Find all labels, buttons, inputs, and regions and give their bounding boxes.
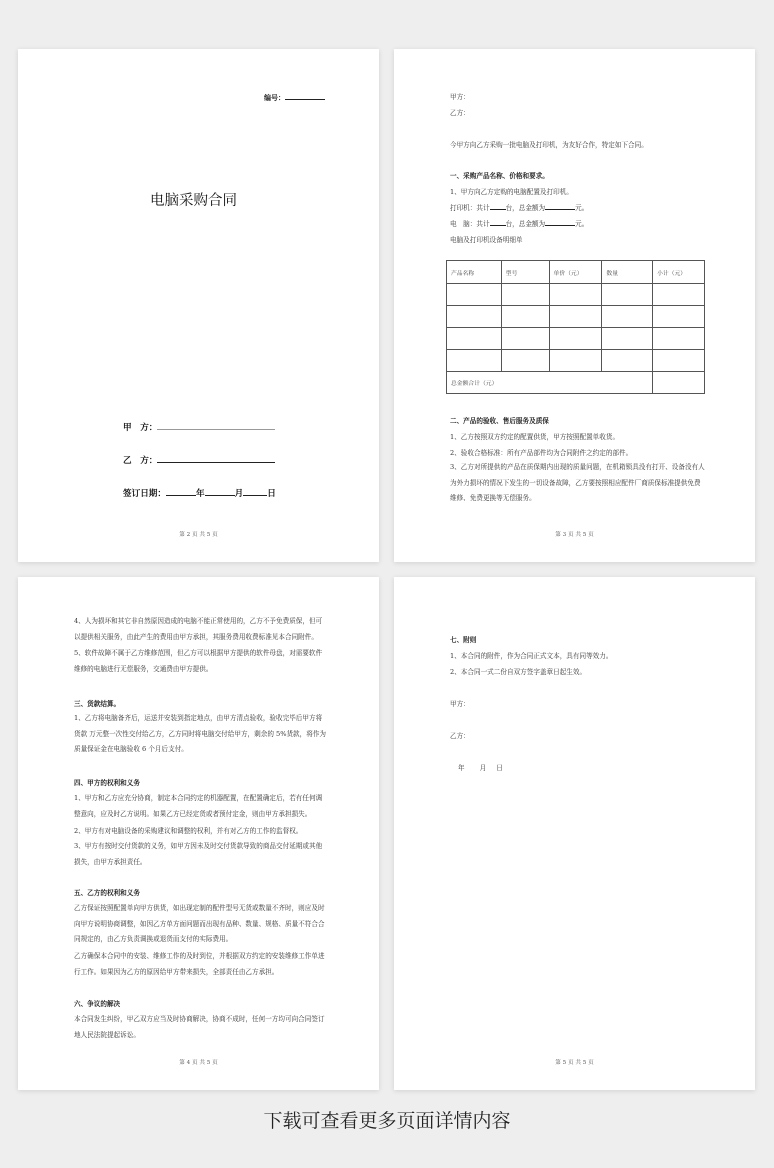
section-2-item-4: 4、人为损坏和其它非自然原因造成的电脑不能正常使用的，乙方不予免费质保，但可以提供相关服务，由此产生的费用由甲方承担，其服务费用收费标准见本合同附件。 <box>74 617 323 641</box>
section-2-item: 2、验收合格标准：所有产品部件均为合同附件之约定的部件。 <box>450 449 633 457</box>
printer-line: 打印机：共计 台，总金额为 元。 <box>450 204 589 212</box>
page-footer: 第 5 页 共 5 页 <box>555 1060 594 1066</box>
party-a-blank <box>157 429 275 430</box>
table-row <box>447 306 705 328</box>
party-b-label: 乙方： <box>450 732 470 740</box>
table-header-cell: 型号 <box>501 261 549 284</box>
table-total-row <box>447 372 705 394</box>
section-3-text: 1、乙方将电脑备齐后，运送并安装到指定地点，由甲方清点验收，验收完毕后甲方将货款 万元整一次性交付给乙方，乙方同时将电脑交付给甲方，剩余的 5%货款，将作为质量保证金在电脑验收 6 个月后支付。 <box>74 714 327 753</box>
section-7-title: 七、附则 <box>450 636 477 644</box>
table-header-row <box>447 261 705 284</box>
party-a-label: 甲方： <box>450 93 470 101</box>
party-b-field: 乙 方： <box>123 454 275 466</box>
section-2-item: 3、乙方对所提供的产品在质保期内出现的质量问题，在机箱锁具没有打开、设备没有人为外力损坏的情况下发生的一切设备故障，乙方要按照相应配件厂商质保标准提供免费维修、免费更换等无偿服务。 <box>450 463 705 502</box>
number-blank <box>285 99 325 100</box>
section-2-title: 二、产品的验收、售后服务及质保 <box>450 417 549 425</box>
page-5 <box>394 577 755 1090</box>
table-row <box>447 350 705 372</box>
contract-number: 编号： <box>264 93 325 103</box>
contract-title: 电脑采购合同 <box>150 193 237 209</box>
page-footer: 第 4 页 共 5 页 <box>179 1060 218 1066</box>
equipment-table <box>446 260 705 394</box>
page-footer: 第 3 页 共 5 页 <box>555 532 594 538</box>
section-1-title: 一、采购产品名称、价格和要求。 <box>450 172 549 180</box>
table-header-cell: 产品名称 <box>447 261 502 284</box>
party-b-label: 乙方： <box>450 109 470 117</box>
party-a-label: 甲方： <box>450 700 470 708</box>
table-row <box>447 328 705 350</box>
computer-line: 电 脑：共计 台，总金额为 元。 <box>450 220 589 228</box>
table-header-cell: 小计（元） <box>653 261 705 284</box>
section-6-text: 本合同发生纠纷，甲乙双方应当及时协商解决，协商不成时，任何一方均可向合同签订地人民法院提起诉讼。 <box>74 1015 325 1039</box>
section-5-item: 乙方确保本合同中的安装、维修工作的及时到位，并根据双方约定的安装维修工作单进行工作。如果因为乙方的原因给甲方带来损失，全部责任由乙方承担。 <box>74 952 325 976</box>
page-footer: 第 2 页 共 5 页 <box>179 532 218 538</box>
download-caption: 下载可查看更多页面详情内容 <box>263 1110 511 1132</box>
table-row <box>447 284 705 306</box>
section-4-item: 1、甲方和乙方应充分协商，制定本合同约定的机器配置，在配置确定后，若有任何调整意向，应及时乙方说明。如果乙方已经定货或者预付定金，则由甲方承担损失。 <box>74 794 323 818</box>
section-4-item: 2、甲方有对电脑设备的采购建议和调整的权利，并有对乙方的工作的监督权。 <box>74 827 303 835</box>
party-a-field: 甲 方： <box>123 421 275 433</box>
intro-text: 今甲方向乙方采购一批电脑及打印机，为友好合作，特定如下合同。 <box>450 141 648 149</box>
section-6-title: 六、争议的解决 <box>74 1000 121 1008</box>
section-5-item: 乙方保证按照配置单向甲方供货，如出现定制的配件型号无货或数量不齐时，则应及时向甲方说明协商调整，如因乙方单方面问题而出现有品种、数量、规格、质量不符合合同规定的，由乙方负责调换或退货而支付的实际费用。 <box>74 904 325 943</box>
section-7-item: 2、本合同一式二份自双方签字盖章日起生效。 <box>450 668 587 676</box>
table-total-label: 总金额合计（元） <box>447 372 653 394</box>
section-2-item-5: 5、软件故障不属于乙方维修范围，但乙方可以根据甲方提供的软件母盘，对需要软件维修的电脑进行无偿服务，交通费由甲方提供。 <box>74 649 323 673</box>
section-2-item: 1、乙方按照双方约定的配置供货，甲方按照配置单收货。 <box>450 433 620 441</box>
party-b-blank <box>157 462 275 463</box>
section-4-item: 3、甲方有按时交付货款的义务，如甲方因未及时交付货款导致的商品交付延期或其他损失，由甲方承担责任。 <box>74 842 323 866</box>
section-4-title: 四、甲方的权利和义务 <box>74 779 140 787</box>
table-header-cell: 单价（元） <box>549 261 602 284</box>
page-4 <box>18 577 379 1090</box>
section-3-title: 三、货款结算。 <box>74 700 121 708</box>
section-5-title: 五、乙方的权利和义务 <box>74 889 140 897</box>
page-3 <box>394 49 755 562</box>
sign-date-field: 签订日期： 年 月 日 <box>123 489 276 499</box>
section-1-item-1: 1、甲方向乙方定购的电脑配置及打印机。 <box>450 188 573 196</box>
page-2 <box>18 49 379 562</box>
section-7-item: 1、本合同的附件，作为合同正式文本，具有同等效力。 <box>450 652 613 660</box>
equipment-list-title: 电脑及打印机设备明细单 <box>450 236 523 244</box>
table-header-cell: 数量 <box>602 261 653 284</box>
sign-date: 年 月 日 <box>458 764 503 772</box>
